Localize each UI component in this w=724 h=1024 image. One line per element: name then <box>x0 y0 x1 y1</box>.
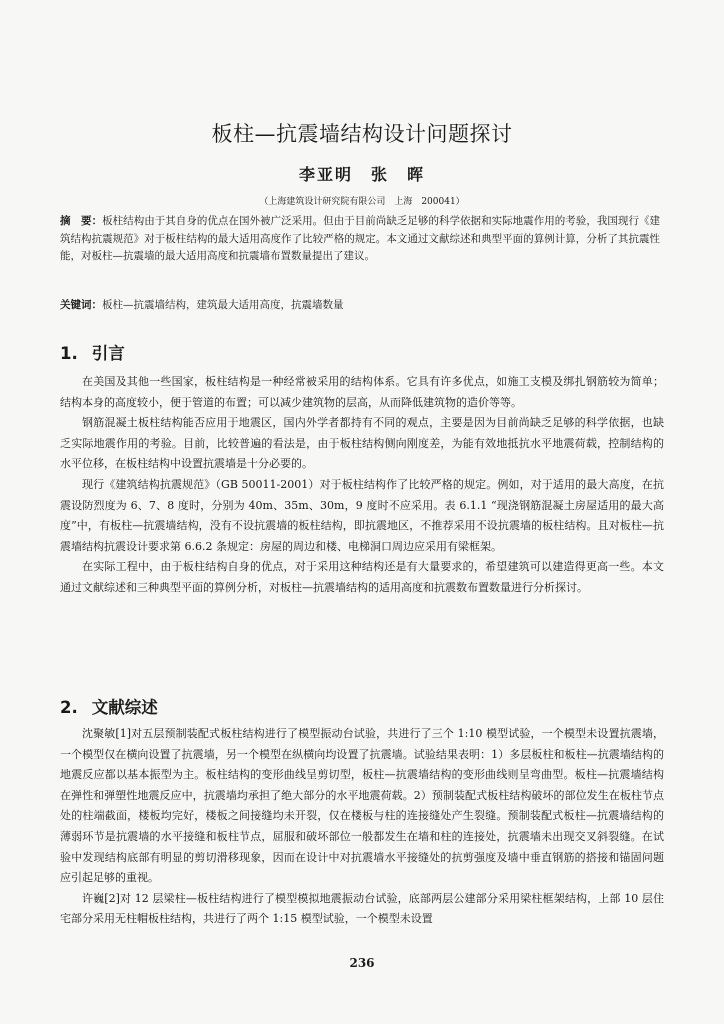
section-body-2 <box>60 724 664 930</box>
keywords-label: 关键词： <box>60 299 102 311</box>
abstract-label: 摘 要： <box>60 215 103 227</box>
section-title: 引言 <box>91 344 125 363</box>
section-heading-2 <box>60 694 158 718</box>
section-heading-1 <box>60 340 125 364</box>
paragraph: 在美国及其他一些国家，板柱结构是一种经常被采用的结构体系。它具有许多优点，如施工支模及绑扎钢筋较为简单；结构本身的高度较小，便于管道的布置；可以减少建筑物的层高，从而降低建筑物的造价等等。 <box>60 375 664 409</box>
paragraph: 沈聚敏[1]对五层预制装配式板柱结构进行了模型振动台试验，共进行了三个 1:10 模型试验，一个模型未设置抗震墙，一个模型仅在横向设置了抗震墙，另一个模型在纵横向均设置了抗震墙。试验结果表明：1）多层板柱和板柱—抗震墙结构的地震反应都以基本振型为主。板柱结构的变形曲线呈剪切型，板柱—抗震墙结构的变形曲线则呈弯曲型。板柱—抗震墙结构在弹性和弹塑性地震反应中，抗震墙均承担了绝大部分的水平地震荷载。2）预制装配式板柱结构破坏的部位发生在板柱节点处的柱端截面，楼板均完好，楼板之间接缝均未开裂，仅在楼板与柱的连接缝处产生裂缝。预制装配式板柱—抗震墙结构的薄弱环节是抗震墙的水平接缝和板柱节点，屈服和破坏部位一般都发生在墙和柱的连接处，抗震墙未出现交叉斜裂缝。在试验中发现结构底部有明显的剪切滑移现象，因而在设计中对抗震墙水平接缝处的抗剪强度及墙中垂直钢筋的搭接和锚固问题应引起足够的重视。 <box>60 727 664 885</box>
paragraph: 现行《建筑结构抗震规范》（GB 50011-2001）对于板柱结构作了比较严格的规定。例如，对于适用的最大高度，在抗震设防烈度为 6、7、8 度时，分别为 40m、35m、30m，9 度时不应采用。表 6.1.1 “现浇钢筋混凝土房屋适用的最大高度”中，有板柱—抗震墙结构，没有不设抗震墙的板柱结构，即抗震地区，不推荐采用不设抗震墙的板柱结构。且对板柱—抗震墙结构抗震设计要求第 6.6.2 条规定：房屋的周边和楼、电梯洞口周边应采用有梁框架。 <box>60 477 664 553</box>
paper-authors: 李亚明 张 晖 <box>298 165 425 184</box>
paper-title: 板柱—抗震墙结构设计问题探讨 <box>211 122 513 146</box>
section-title: 文献综述 <box>91 698 158 717</box>
abstract <box>60 213 660 266</box>
section-number: 2. <box>60 698 78 717</box>
section-number: 1. <box>60 344 78 363</box>
keywords-text: 板柱—抗震墙结构，建筑最大适用高度，抗震墙数量 <box>102 299 344 311</box>
abstract-text: 板柱结构由于其自身的优点在国外被广泛采用。但由于目前尚缺乏足够的科学依据和实际地震作用的考验，我国现行《建筑结构抗震规范》对于板柱结构的最大适用高度作了比较严格的规定。本文通过文献综述和典型平面的算例计算，分析了其抗震性能，对板柱—抗震墙的最大适用高度和抗震墙布置数量提出了建议。 <box>60 215 660 262</box>
page-number: 236 <box>349 956 375 970</box>
paragraph: 钢筋混凝土板柱结构能否应用于地震区，国内外学者都持有不同的观点，主要是因为目前尚缺乏足够的科学依据，也缺乏实际地震作用的考验。目前，比较普遍的看法是，由于板柱结构侧向刚度差，为能有效地抵抗水平地震荷载，控制结构的水平位移，在板柱结构中设置抗震墙是十分必要的。 <box>60 416 664 471</box>
section-body-1 <box>60 372 664 599</box>
author-affiliation: （上海建筑设计研究院有限公司 上海 200041） <box>259 197 465 207</box>
paragraph: 在实际工程中，由于板柱结构自身的优点，对于采用这种结构还是有大量要求的，希望建筑可以建造得更高一些。本文通过文献综述和三种典型平面的算例分析，对板柱—抗震墙结构的适用高度和抗震数布置数量进行分析探讨。 <box>60 560 664 594</box>
keywords <box>60 297 660 314</box>
paragraph: 许巍[2]对 12 层梁柱—板柱结构进行了模型模拟地震振动台试验，底部两层公建部分采用梁柱框架结构，上部 10 层住宅部分采用无柱帽板柱结构，共进行了两个 1:15 模型试验，一个模型未设置 <box>60 891 664 926</box>
